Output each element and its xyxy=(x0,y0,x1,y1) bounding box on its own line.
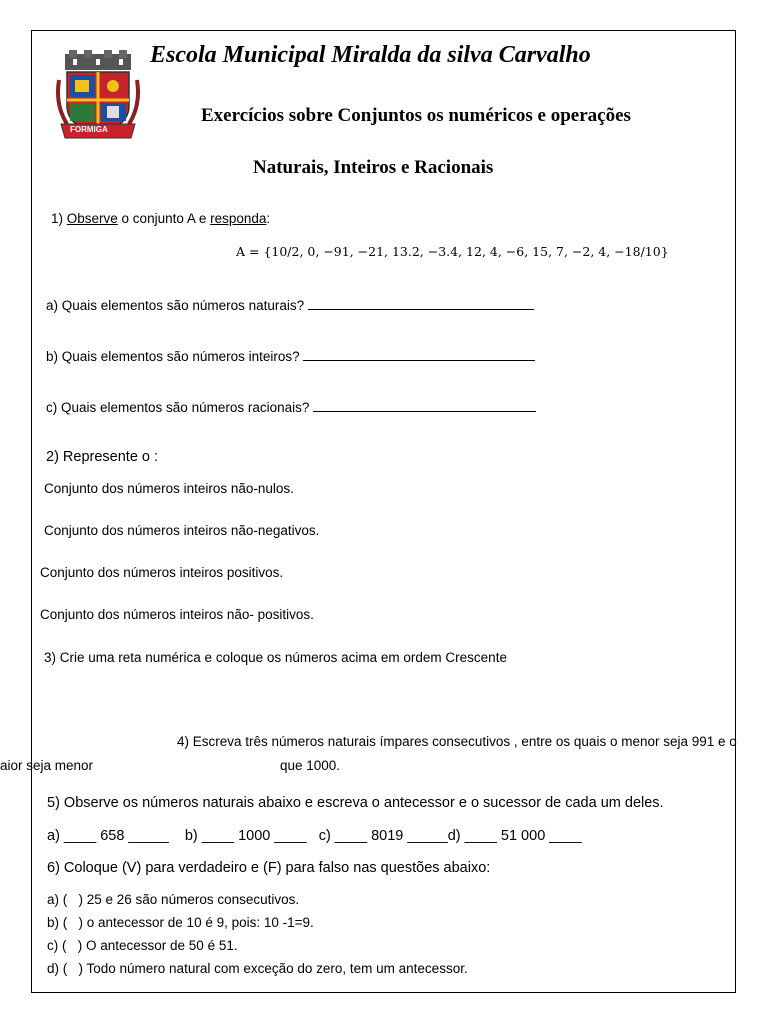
page-title: Exercícios sobre Conjuntos os numéricos e operações xyxy=(201,105,631,126)
school-name: Escola Municipal Miralda da silva Carvalho xyxy=(150,42,591,68)
question-4-line1: 4) Escreva três números naturais ímpares consecutivos , entre os quais o menor seja 991 e o xyxy=(177,734,737,749)
q5-answer-line[interactable]: a) ____ 658 _____ b) ____ 1000 ____ c) ____ 8019 _____d) ____ 51 000 ____ xyxy=(47,828,582,844)
question-5: 5) Observe os números naturais abaixo e escreva o antecessor e o sucessor de cada um deles. xyxy=(47,795,664,811)
question-4-line2a: aior seja menor xyxy=(0,758,94,773)
answer-blank-1a[interactable] xyxy=(308,296,534,310)
q6-item[interactable]: a) ( ) 25 e 26 são números consecutivos. xyxy=(47,892,300,907)
q1-mid: o conjunto A e xyxy=(117,211,211,226)
q1b-text: b) Quais elementos são números inteiros? xyxy=(46,349,300,364)
q1-suffix: : xyxy=(266,211,271,226)
q1-word-observe: Observe xyxy=(66,211,118,226)
question-1b xyxy=(46,347,535,364)
set-expression: A = {10/2, 0, −91, −21, 13.2, −3.4, 12, 4, −6, 15, 7, −2, 4, −18/10} xyxy=(236,244,669,259)
question-1-title xyxy=(51,211,270,226)
q6-item[interactable]: d) ( ) Todo número natural com exceção do zero, tem um antecessor. xyxy=(47,961,468,976)
q2-item: Conjunto dos números inteiros positivos. xyxy=(40,565,284,580)
answer-blank-1c[interactable] xyxy=(313,398,536,412)
question-1c xyxy=(46,398,536,415)
question-6: 6) Coloque (V) para verdadeiro e (F) para falso nas questões abaixo: xyxy=(47,860,491,876)
question-4-line2b: que 1000. xyxy=(280,758,341,773)
question-1a xyxy=(46,296,534,313)
q2-item: Conjunto dos números inteiros não-negativos. xyxy=(44,523,320,538)
q1-word-responda: responda xyxy=(210,211,267,226)
q2-item: Conjunto dos números inteiros não-nulos. xyxy=(44,481,294,496)
question-2-title: 2) Represente o : xyxy=(46,449,159,465)
question-3: 3) Crie uma reta numérica e coloque os números acima em ordem Crescente xyxy=(44,650,507,665)
q6-item[interactable]: b) ( ) o antecessor de 10 é 9, pois: 10 -1=9. xyxy=(47,915,314,930)
answer-blank-1b[interactable] xyxy=(303,347,535,361)
q2-item: Conjunto dos números inteiros não- positivos. xyxy=(40,607,314,622)
page-subtitle: Naturais, Inteiros e Racionais xyxy=(253,157,494,178)
q1-prefix: 1) xyxy=(51,211,67,226)
q1a-text: a) Quais elementos são números naturais? xyxy=(46,298,305,313)
q6-item[interactable]: c) ( ) O antecessor de 50 é 51. xyxy=(47,938,238,953)
q1c-text: c) Quais elementos são números racionais? xyxy=(46,400,310,415)
logo-banner-text: FORMIGA xyxy=(70,125,108,134)
